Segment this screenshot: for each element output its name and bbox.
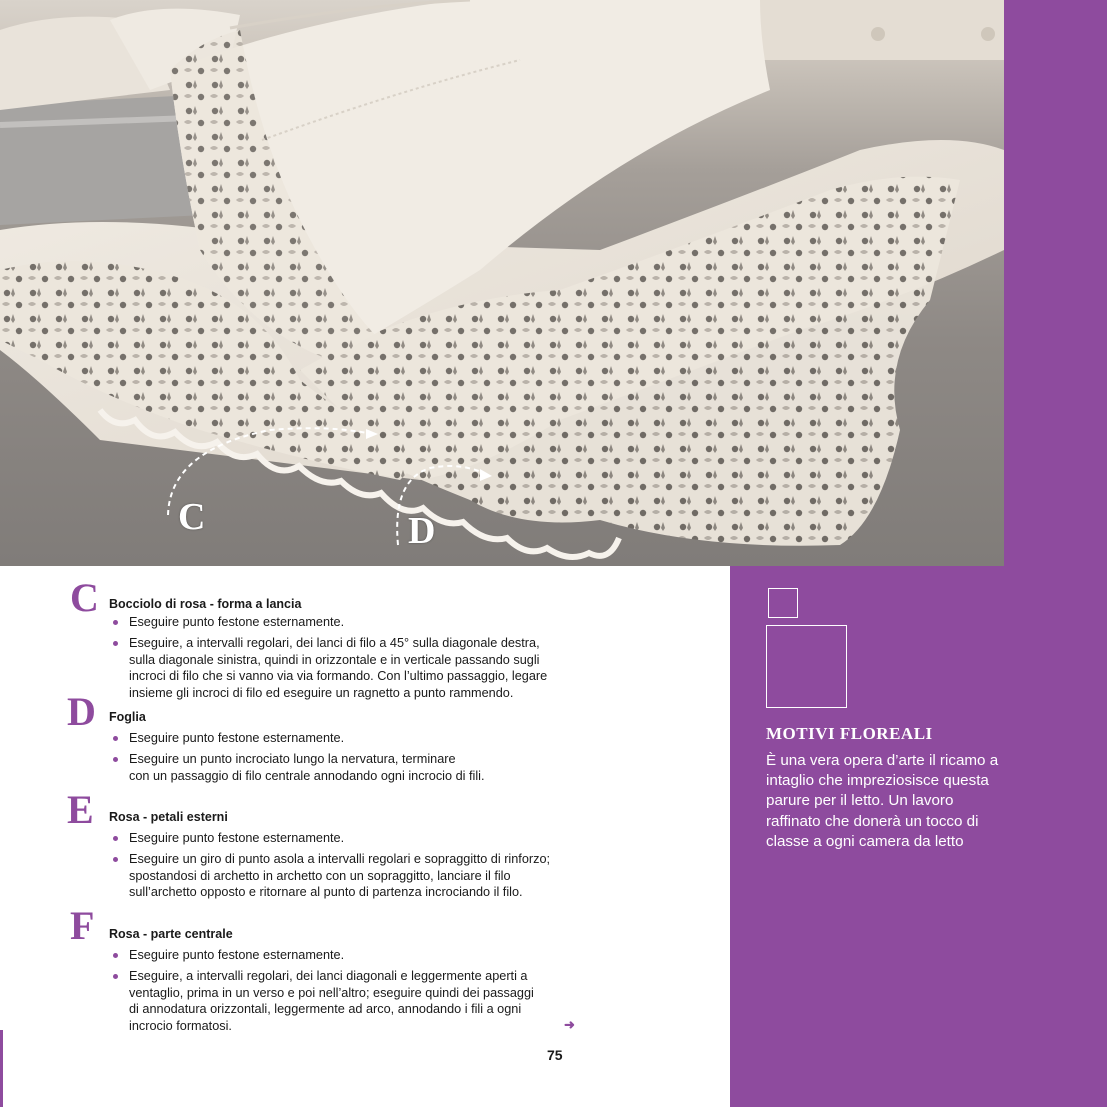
instruction-item: Eseguire un punto incrociato lungo la nervatura, terminare con un passaggio di filo centrale annodando ogni incrocio di fili. (109, 751, 579, 785)
bullet-icon (113, 857, 118, 862)
arrow-right-icon[interactable]: ➜ (564, 1017, 575, 1032)
section-letter: E (67, 787, 94, 832)
bullet-icon (113, 953, 118, 958)
section-title: Bocciolo di rosa - forma a lancia (109, 597, 302, 611)
instruction-item: Eseguire un giro di punto asola a intervalli regolari e sopraggitto di rinforzo; spostandosi di archetto in archetto con un sopraggitto, lanciare il filo sull’archetto opposto e ritornare al punto di partenza incrociando il filo. (109, 851, 579, 901)
instruction-list (109, 730, 579, 788)
section-title: Rosa - petali esterni (109, 810, 228, 824)
left-edge-accent (0, 1030, 3, 1107)
instruction-list (109, 830, 579, 905)
instruction-item: Eseguire punto festone esternamente. (109, 614, 579, 631)
bullet-icon (113, 836, 118, 841)
embroidery-illustration (0, 0, 1004, 566)
photo-label-d: D (408, 510, 436, 552)
instruction-item: Eseguire punto festone esternamente. (109, 730, 579, 747)
embroidery-photo (0, 0, 1004, 566)
page-number: 75 (547, 1047, 563, 1063)
decorative-square-large (766, 625, 847, 708)
section-letter: F (70, 903, 95, 948)
photo-label-c: C (178, 496, 206, 538)
section-title: Rosa - parte centrale (109, 927, 233, 941)
instruction-list (109, 614, 579, 706)
bullet-icon (113, 620, 118, 625)
instruction-item: Eseguire, a intervalli regolari, dei lanci diagonali e leggermente aperti a ventaglio, prima in un verso e poi nell’altro; eseguire quindi dei passaggi di annodatura orizzontali, leggermente ad arco, annodando i fili a ogni incrocio formatosi. (109, 968, 579, 1035)
section-title: Foglia (109, 710, 146, 724)
instruction-item: Eseguire punto festone esternamente. (109, 947, 579, 964)
sidebar-description: È una vera opera d’arte il ricamo a intaglio che impreziosisce questa parure per il letto. Un lavoro raffinato che donerà un tocco di classe a ogni camera da letto (766, 752, 999, 850)
bullet-icon (113, 974, 118, 979)
decorative-square-small (768, 588, 798, 618)
instruction-item: Eseguire punto festone esternamente. (109, 830, 579, 847)
instruction-item: Eseguire, a intervalli regolari, dei lanci di filo a 45° sulla diagonale destra, sulla diagonale sinistra, quindi in orizzontale e in verticale passando sugli incroci di filo che si vanno via via formando. Con l’ultimo passaggio, legare insieme gli incroci di filo ed eseguire un ragnetto a punto rammendo. (109, 635, 579, 702)
purple-band-top (1004, 0, 1107, 566)
instruction-list (109, 947, 579, 1039)
bullet-icon (113, 757, 118, 762)
sidebar-title: MOTIVI FLOREALI (766, 724, 933, 743)
section-letter: C (70, 575, 99, 620)
section-letter: D (67, 689, 96, 734)
bullet-icon (113, 641, 118, 646)
bullet-icon (113, 736, 118, 741)
